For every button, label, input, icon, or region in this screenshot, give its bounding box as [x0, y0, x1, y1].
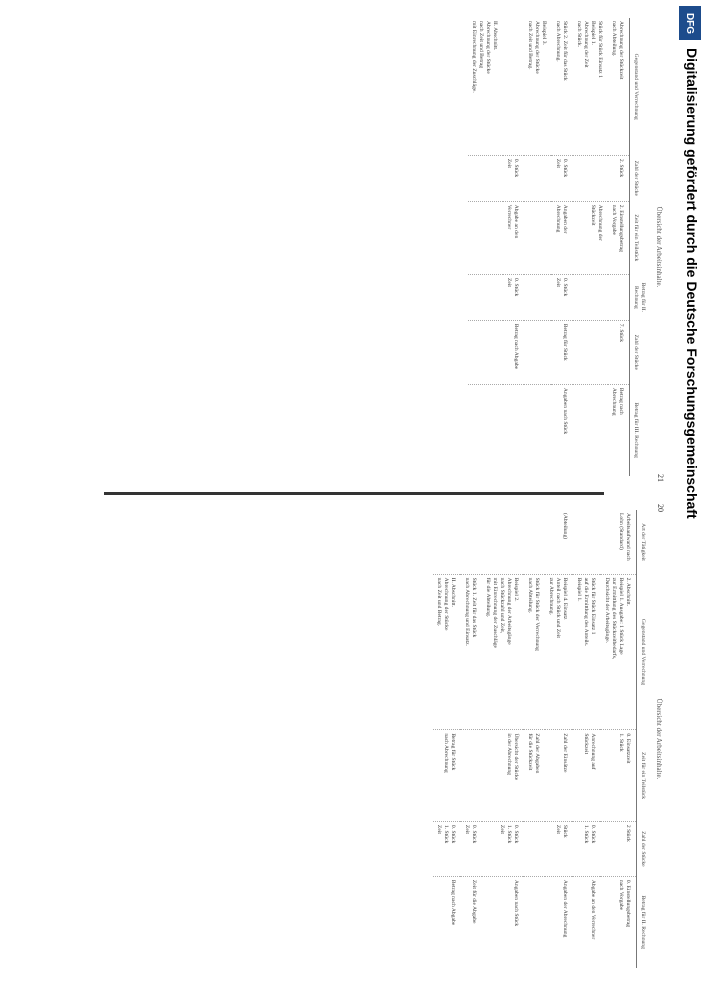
table-cell: Beispiel 2. Abrechnung der Arbeitsgänge nach Stückzahl und Zeit, mit Einrechnung der Zuschläge für die Abteilung.	[482, 574, 524, 730]
table-cell: Arbeitsaufwand nach Lohn (Standard)	[618, 513, 631, 561]
table-cell: Angaben der Abrechnung	[552, 201, 573, 274]
table-cell: 0. Stück 1. Stück Zeit	[433, 821, 461, 876]
page-divider	[104, 492, 604, 495]
table-cell: (Abteilung)	[562, 513, 568, 540]
table-cell	[468, 155, 503, 201]
table-cell: 0. Stück Zeit	[552, 155, 573, 201]
table-cell	[573, 384, 608, 476]
column-header: Betrag für II. Rechnung	[630, 274, 649, 320]
table-cell: 0. Stück 1. Stück	[573, 821, 601, 876]
table-row	[573, 18, 608, 476]
table-row	[433, 510, 461, 968]
table-cell: Betrag für Stück	[552, 320, 573, 384]
table-cell: Betrag nach Abgabe	[433, 876, 461, 968]
table-row	[601, 510, 637, 968]
ledger-table	[433, 510, 648, 968]
column-header: Zahl der Stücke	[637, 821, 649, 876]
table-cell: 0. Stück Zeit	[552, 274, 573, 320]
table-cell: Zeit für die Abgabe	[461, 876, 482, 968]
table-cell	[524, 201, 552, 274]
table-cell: Zahl der Einsätze	[545, 730, 573, 822]
scanned-spread	[8, 8, 672, 992]
table-cell: 2. Stück	[608, 155, 630, 201]
table-cell	[524, 320, 552, 384]
table-cell: 2. Einstellungsbetrag nach Vorgabe	[608, 201, 630, 274]
page-heading: Übersicht der Arbeitsinhalte.	[655, 698, 663, 780]
table-cell: Betrag nach Abgabe	[503, 320, 524, 384]
table-cell	[468, 320, 503, 384]
table-cell: Abgabe an den Verrechner	[503, 201, 524, 274]
table-cell: 0. Stück Zeit	[503, 274, 524, 320]
table-cell: 2. Abschnitt. Beispiel 1. Ausgabe: 1 Stück Lage zur Ermittlung des Stückzeitbedarfs, Durchsicht der Arbeitsgänge.	[601, 574, 637, 730]
page-number: 20	[656, 504, 665, 512]
table-cell	[524, 821, 545, 876]
table-cell: Betrag nach Abrechnung	[608, 384, 630, 476]
table-cell: II. Abschnitt. Abrechnung der Stücke nach Zeit und Betrag mit Einrechnung der Zuschläge.	[471, 21, 498, 93]
table-cell: Betrag für Stück nach Abrechnung	[433, 730, 461, 822]
table-cell	[461, 510, 482, 574]
page-heading: Übersicht der Arbeitsinhalte.	[655, 206, 663, 288]
credit-text: Digitalisierung gefördert durch die Deutsche Forschungsgemeinschaft	[684, 48, 700, 519]
table-cell: Stück für Stück Einsatz 1 auf die Ermittlung des Anteils. Beispiel 1.	[573, 574, 601, 730]
column-header: Zahl der Stücke	[630, 320, 649, 384]
table-cell: Stück 1. Zeit für das Stück nach Abrechnung und Einsatz.	[461, 574, 482, 730]
table-cell: II. Abschnitt. Abrechnung der Stücke nach Zeit und Betrag.	[433, 574, 461, 730]
table-row	[461, 510, 482, 968]
table-cell: Abgabe an den Verrechner	[573, 876, 601, 968]
table-cell	[468, 274, 503, 320]
table-cell	[468, 384, 503, 476]
column-header: Zeit für ein Teilstück	[630, 201, 649, 274]
dfg-logo	[679, 6, 701, 40]
table-cell: Beispiel 3. Abrechnung der Stücke nach Zeit und Betrag.	[527, 21, 547, 74]
table-cell: Stück Zeit	[545, 821, 573, 876]
table-cell: Beispiel 4. Einsatz Anteil nach Stück und Zeit zur Abrechnung.	[545, 574, 573, 730]
table-cell: Stück für Stück der Verrechnung nach Abteilung.	[524, 574, 545, 730]
table-cell	[573, 320, 608, 384]
table-cell: 0. Stück Zeit	[461, 821, 482, 876]
table-row	[524, 510, 545, 968]
column-header: Art der Tätigkeit	[637, 510, 649, 574]
table-cell: Stück 2. Zeit für das Stück nach Abrechnung.	[555, 21, 568, 81]
table-cell: Anrechnung auf Stückzeit	[573, 730, 601, 822]
ledger-table	[468, 18, 648, 476]
column-header: Zahl der Stücke	[630, 155, 649, 201]
table-cell: Zahl der Abgaben für die Stückzeit	[524, 730, 545, 822]
table-row	[482, 510, 524, 968]
table-row	[552, 18, 573, 476]
table-cell	[468, 201, 503, 274]
digitization-credit	[672, 0, 710, 1000]
page-number: 21	[656, 474, 665, 482]
table-cell: 0. Einstellungsbetrag nach Vorgabe	[601, 876, 637, 968]
table-cell: 2 Stück	[601, 821, 637, 876]
table-cell	[524, 155, 552, 201]
table-row	[503, 18, 524, 476]
table-row	[524, 18, 552, 476]
table-cell: 0. Stück Zeit	[503, 155, 524, 201]
table-cell	[524, 510, 545, 574]
dfg-logo-text: DFG	[684, 12, 696, 34]
table-cell	[608, 274, 630, 320]
table-cell	[573, 155, 608, 201]
table-row	[573, 510, 601, 968]
table-cell: Abrechnung der Stückzeit nach Abteilung.	[611, 21, 624, 80]
table-cell	[433, 510, 461, 574]
column-header: Betrag für III. Rechnung	[630, 384, 649, 476]
table-cell: Angaben der Abrechnung	[545, 876, 573, 968]
table-row	[545, 510, 573, 968]
table-cell: 7. Stück	[608, 320, 630, 384]
column-header: Gegenstand und Verrechnung	[630, 18, 649, 155]
table-cell: Stück für Stück Einsatz 1 Beispiel 1. Abrechnung der Zeit nach Stück.	[576, 21, 603, 78]
table-cell	[503, 384, 524, 476]
page-right	[8, 8, 672, 486]
table-cell	[573, 274, 608, 320]
table-row	[608, 18, 630, 476]
table-cell: 0. Stück 1. Stück Zeit	[482, 821, 524, 876]
table-cell: Angaben nach Stück	[552, 384, 573, 476]
column-header: Betrag für II. Rechnung	[637, 876, 649, 968]
page-left-content	[8, 500, 672, 978]
table-row	[468, 18, 503, 476]
page-right-content	[8, 8, 672, 486]
table-cell	[524, 876, 545, 968]
table-cell	[482, 510, 524, 574]
table-cell	[524, 274, 552, 320]
table-cell	[503, 18, 524, 155]
column-header: Gegenstand und Verrechnung	[637, 574, 649, 730]
page-left	[8, 500, 672, 978]
table-cell: Angaben nach Stück	[482, 876, 524, 968]
column-header: Zeit für ein Teilstück	[637, 730, 649, 822]
table-cell: Abrechnung der Stückzeit	[573, 201, 608, 274]
table-cell: Übersicht der Stücke in der Abrechnung	[482, 730, 524, 822]
table-cell	[461, 730, 482, 822]
table-cell	[573, 510, 601, 574]
table-cell	[524, 384, 552, 476]
table-cell: 0. Einsatzzeit 1. Stück	[601, 730, 637, 822]
